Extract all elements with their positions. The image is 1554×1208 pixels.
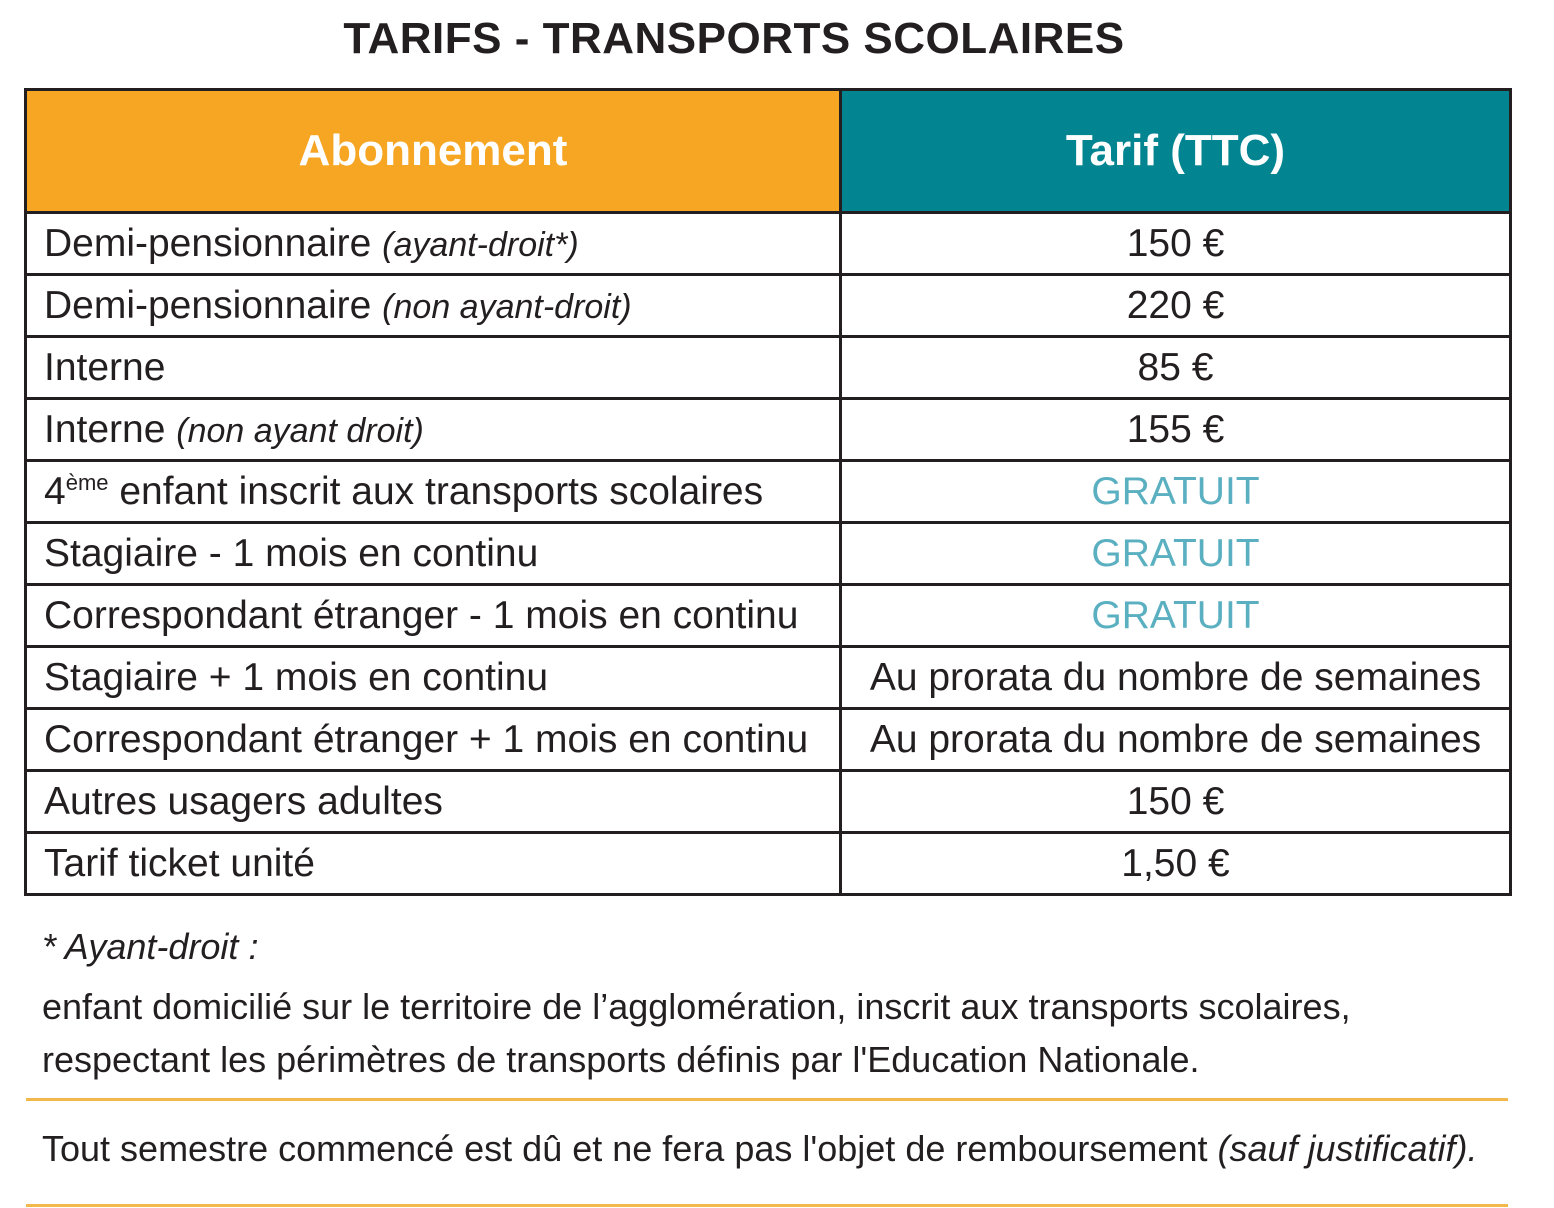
footnote-heading: * Ayant-droit : — [42, 926, 259, 967]
table-row — [26, 337, 1511, 399]
row-value: 85 € — [841, 337, 1511, 399]
row-value: 1,50 € — [841, 833, 1511, 895]
table-row — [26, 833, 1511, 895]
header-tarif: Tarif (TTC) — [841, 90, 1511, 213]
row-value: Au prorata du nombre de semaines — [841, 647, 1511, 709]
row-label: Stagiaire - 1 mois en continu — [26, 523, 841, 585]
table-row — [26, 771, 1511, 833]
divider-bottom — [26, 1204, 1508, 1207]
row-label: 4ème enfant inscrit aux transports scolaires — [26, 461, 841, 523]
row-label: Tarif ticket unité — [26, 833, 841, 895]
page-title: TARIFS - TRANSPORTS SCOLAIRES — [343, 14, 1125, 63]
row-value-gratuit: GRATUIT — [841, 585, 1511, 647]
table-row — [26, 275, 1511, 337]
row-value: 155 € — [841, 399, 1511, 461]
table-row — [26, 461, 1511, 523]
row-note: (ayant-droit*) — [382, 225, 579, 264]
row-label: Demi-pensionnaire (ayant-droit*) — [26, 213, 841, 275]
row-value: 150 € — [841, 771, 1511, 833]
row-label: Interne — [26, 337, 841, 399]
table-row — [26, 709, 1511, 771]
semester-note: Tout semestre commencé est dû et ne fera pas l'objet de remboursement (sauf justificatif). — [42, 1128, 1478, 1169]
semester-note-italic: (sauf justificatif). — [1217, 1128, 1478, 1169]
row-label: Correspondant étranger - 1 mois en continu — [26, 585, 841, 647]
table-row — [26, 585, 1511, 647]
table-row — [26, 213, 1511, 275]
table-row — [26, 523, 1511, 585]
row-label: Autres usagers adultes — [26, 771, 841, 833]
row-label: Interne (non ayant droit) — [26, 399, 841, 461]
table-row — [26, 399, 1511, 461]
table-header-row — [26, 90, 1511, 213]
row-value: 220 € — [841, 275, 1511, 337]
row-note: (non ayant droit) — [176, 411, 424, 450]
footnote-body: enfant domicilié sur le territoire de l’agglomération, inscrit aux transports scolaires, respectant les périmètres de transports définis par l'Education Nationale. — [42, 986, 1351, 1080]
row-value-gratuit: GRATUIT — [841, 461, 1511, 523]
row-label: Correspondant étranger + 1 mois en continu — [26, 709, 841, 771]
row-value-gratuit: GRATUIT — [841, 523, 1511, 585]
row-value: Au prorata du nombre de semaines — [841, 709, 1511, 771]
divider-top — [26, 1098, 1508, 1101]
row-label: Stagiaire + 1 mois en continu — [26, 647, 841, 709]
table-row — [26, 647, 1511, 709]
header-abonnement: Abonnement — [26, 90, 841, 213]
row-label: Demi-pensionnaire (non ayant-droit) — [26, 275, 841, 337]
tariff-table — [24, 88, 1512, 896]
ordinal-suffix: ème — [65, 469, 109, 495]
row-value: 150 € — [841, 213, 1511, 275]
row-note: (non ayant-droit) — [382, 287, 632, 326]
